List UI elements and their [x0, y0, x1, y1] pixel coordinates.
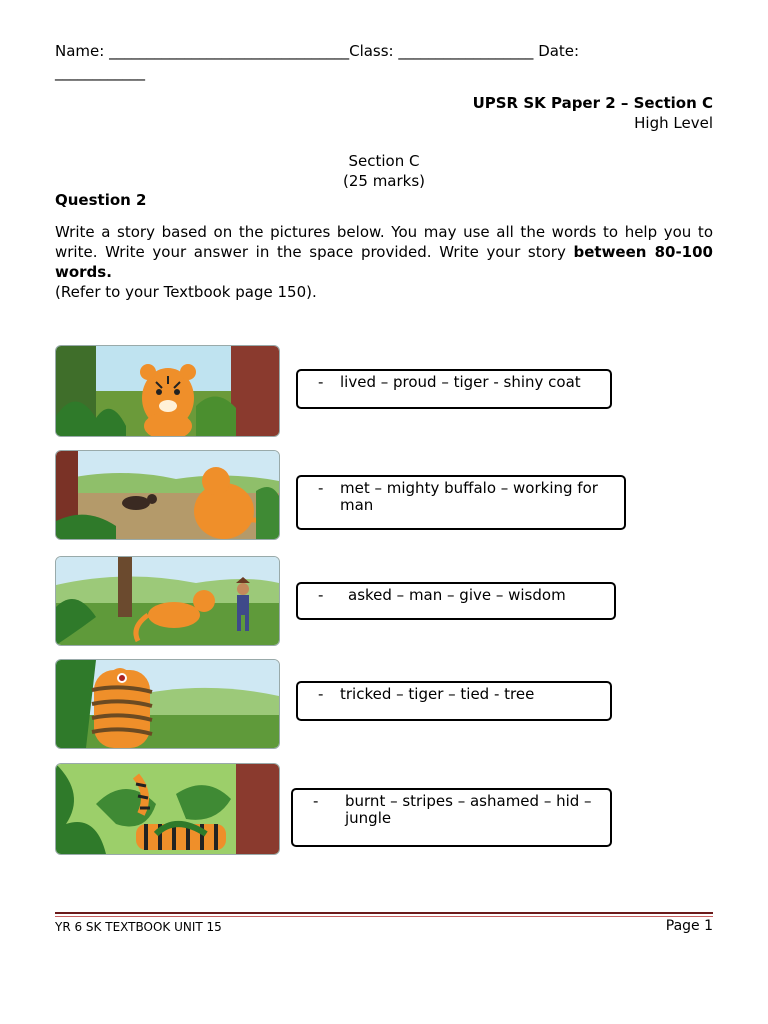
date-field[interactable]: ____________	[55, 63, 145, 81]
marks-label: (25 marks)	[342, 172, 426, 190]
prompt-box-4	[296, 681, 612, 721]
prompt-text: asked – man – give – wisdom	[348, 586, 566, 604]
date-label: Date:	[538, 42, 580, 60]
prompt-text: tricked – tiger – tied - tree	[340, 685, 535, 703]
prompt-dash: -	[313, 792, 319, 810]
textbook-reference: (Refer to your Textbook page 150).	[55, 283, 317, 301]
question-number: Question 2	[55, 191, 147, 209]
picture-tiger-man	[55, 556, 280, 646]
prompt-text: met – mighty buffalo – working for man	[340, 479, 598, 514]
level-label: High Level	[634, 114, 713, 132]
prompt-dash: -	[318, 685, 324, 703]
prompt-box-1	[296, 369, 612, 409]
footer-rule	[55, 912, 713, 914]
name-field[interactable]: ________________________________	[109, 42, 350, 60]
instructions-bold: between 80-100 words.	[55, 243, 713, 281]
student-info-line	[55, 42, 579, 60]
prompt-dash: -	[318, 373, 324, 391]
picture-hiding-tiger	[55, 763, 280, 855]
instructions	[55, 222, 713, 282]
prompt-box-2	[296, 475, 626, 530]
prompt-dash: -	[318, 586, 324, 604]
prompt-box-3	[296, 582, 616, 620]
picture-buffalo	[55, 450, 280, 540]
picture-tied-tiger	[55, 659, 280, 749]
instructions-text: Write a story based on the pictures below. You may use all the words to help you to write. Write your answer in the space provided. Write your story	[55, 223, 713, 261]
name-label: Name:	[55, 42, 105, 60]
class-field[interactable]: __________________	[398, 42, 534, 60]
prompt-box-5	[291, 788, 612, 847]
picture-proud-tiger	[55, 345, 280, 437]
prompt-text: burnt – stripes – ashamed – hid – jungle	[345, 792, 592, 827]
section-heading: Section C	[348, 152, 420, 170]
page-number: Page 1	[665, 918, 713, 934]
footer-rule-thin	[55, 916, 713, 917]
class-label: Class:	[349, 42, 394, 60]
prompt-dash: -	[318, 479, 324, 497]
paper-title: UPSR SK Paper 2 – Section C	[472, 94, 713, 112]
footer-unit: YR 6 SK TEXTBOOK UNIT 15	[55, 920, 222, 934]
prompt-text: lived – proud – tiger - shiny coat	[340, 373, 581, 391]
